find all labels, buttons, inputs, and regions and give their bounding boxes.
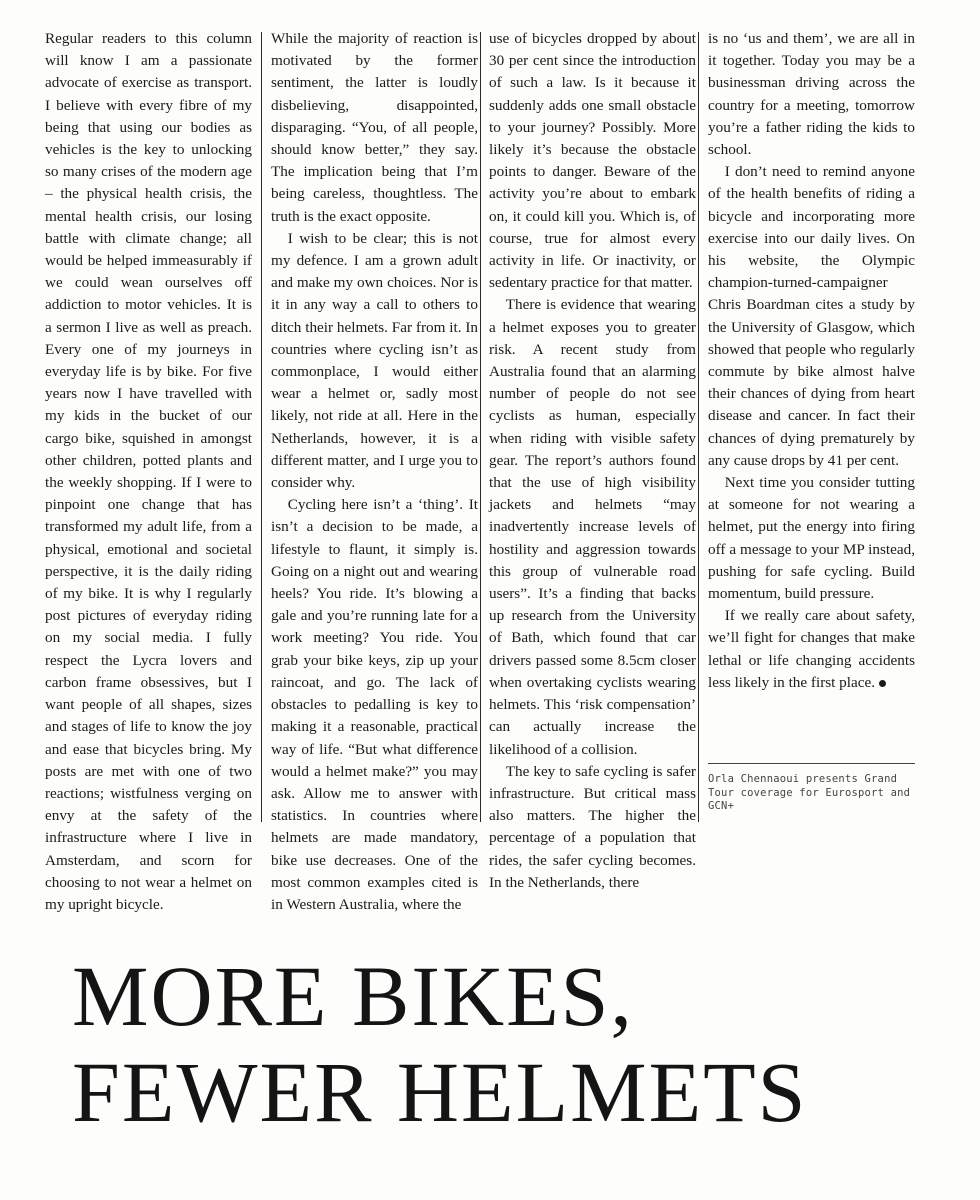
paragraph: There is evidence that wearing a helmet exposes you to greater risk. A recent study from Australia found that an alarming number of people do not see cyclists as human, especially when riding with visible safety gear. The report’s authors found that the use of high visibility jackets and helmets “may inadvertently increase levels of hostility and aggression towards this group of vulnerable road users”. It’s a finding that backs up research from the University of Bath, which found that car drivers passed some 8.5cm closer when overtaking cyclists wearing helmets. This ‘risk compensation’ can actually increase the likelihood of a collision. — [489, 296, 696, 758]
paragraph: Next time you consider tutting at someone for not wearing a helmet, put the energy into firing off a message to your MP instead, pushing for safe cycling. Build momentum, build pressure. — [708, 474, 915, 603]
paragraph: I wish to be clear; this is not my defence. I am a grown adult and make my own choices. Nor is it in any way a call to others to ditch their helmets. Far from it. In countries where cycling isn’t as commonplace, I would either wear a helmet or, sadly most likely, not ride at all. Here in the Netherlands, however, it is a different matter, and I urge you to consider why. — [271, 229, 478, 492]
headline-line-2: FEWER HELMETS — [72, 1044, 808, 1140]
column-divider — [698, 32, 699, 822]
paragraph: I don’t need to remind anyone of the health benefits of riding a bicycle and incorporating more exercise into our daily lives. On his website, the Olympic champion-turned-campaigner Chris Boardman cites a study by the University of Glasgow, which showed that people who regularly commute by bike almost halve their chances of dying from heart disease and cancer. In fact their chances of dying prematurely by any cause drops by 41 per cent. — [708, 163, 915, 469]
column-divider — [480, 32, 481, 822]
headline-line-1: MORE BIKES, — [72, 948, 634, 1044]
headline — [72, 948, 932, 1140]
article-column-2 — [271, 28, 478, 916]
byline-divider — [708, 763, 915, 764]
paragraph: use of bicycles dropped by about 30 per cent since the introduction of such a law. Is it because it suddenly adds one small obstacle to your journey? Possibly. More likely it’s because the obstacle points to danger. Beware of the activity you’re about to embark on, it could kill you. Which is, of course, true for almost every activity in life. Or inactivity, or sedentary practice for that matter. — [489, 30, 696, 292]
end-mark-icon — [879, 680, 886, 687]
article-column-4 — [708, 28, 915, 694]
paragraph: is no ‘us and them’, we are all in it together. Today you may be a businessman driving across the country for a meeting, tomorrow you’re a father riding the kids to school. — [708, 30, 915, 159]
paragraph: Cycling here isn’t a ‘thing’. It isn’t a decision to be made, a lifestyle to flaunt, it simply is. Going on a night out and wearing heels? You ride. It’s blowing a gale and you’re running late for a work meeting? You ride. You grab your bike keys, zip up your raincoat, and go. The lack of obstacles to pedalling is key to making it a reasonable, practical way of life. “But what difference would a helmet make?” you may ask. Allow me to answer with statistics. In countries where helmets are made mandatory, bike use decreases. One of the most common examples cited is in Western Australia, where the — [271, 496, 478, 913]
column-divider — [261, 32, 262, 822]
paragraph: If we really care about safety, we’ll fight for changes that make lethal or life changing accidents less likely in the first place. — [708, 607, 915, 691]
article-column-1 — [45, 28, 252, 916]
paragraph: While the majority of reaction is motivated by the former sentiment, the latter is loudly disbelieving, disappointed, disparaging. “You, of all people, should know better,” they say. The implication being that I’m being careless, thoughtless. The truth is the exact opposite. — [271, 30, 478, 225]
article-column-3 — [489, 28, 696, 894]
paragraph-final — [708, 605, 915, 694]
paragraph: Regular readers to this column will know I am a passionate advocate of exercise as transport. I believe with every fibre of my being that using our bodies as vehicles is the key to unlocking so many crises of the modern age – the physical health crisis, the mental health crisis, our losing battle with climate change; all would be helped immeasurably if we could wean ourselves off addiction to motor vehicles. It is a sermon I live as well as preach. Every one of my journeys in everyday life is by bike. For five years now I have travelled with my kids in the bucket of our cargo bike, squished in amongst other children, potted plants and the weekly shopping. If I were to pinpoint one change that has transformed my adult life, from a physical, emotional and societal perspective, it is the daily riding of my bike. It is why I regularly post pictures of everyday riding on my social media. I fully respect the Lycra lovers and carbon frame obsessives, but I want people of all shapes, sizes and stages of life to know the joy and ease that bicycles bring. My posts are met with one of two reactions; wistfulness verging on envy at the safety of the infrastructure where I live in Amsterdam, and scorn for choosing to not wear a helmet on my upright bicycle. — [45, 30, 252, 913]
paragraph: The key to safe cycling is safer infrastructure. But critical mass also matters. The higher the percentage of a population that rides, the safer cycling becomes. In the Netherlands, there — [489, 762, 696, 891]
author-byline: Orla Chennaoui presents Grand Tour coverage for Eurosport and GCN+ — [708, 773, 911, 812]
